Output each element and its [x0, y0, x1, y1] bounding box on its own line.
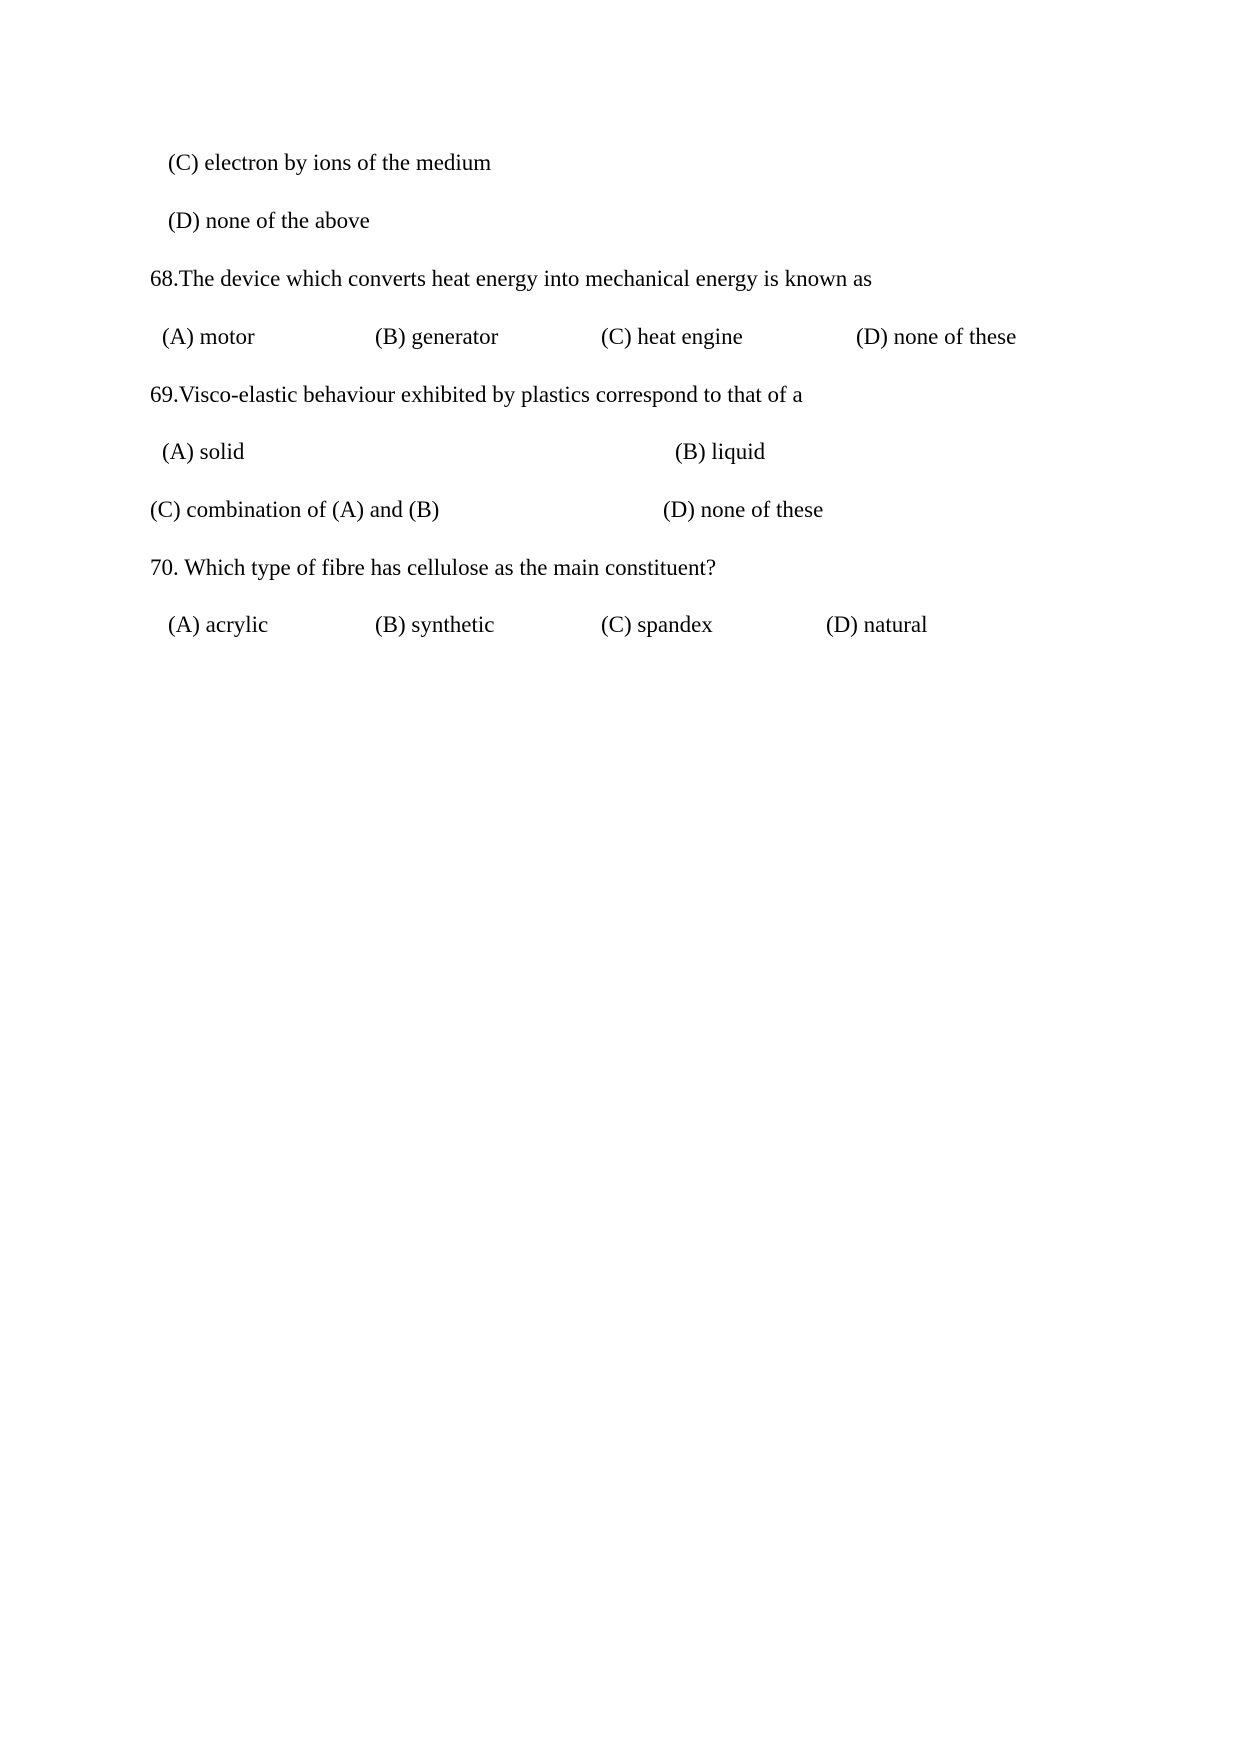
question-number: 70.: [150, 555, 179, 580]
q68-option-c: (C) heat engine: [601, 324, 743, 349]
question-68: [150, 264, 872, 294]
q68-option-b: (B) generator: [375, 324, 499, 349]
question-70: [150, 553, 716, 583]
q69-option-b: (B) liquid: [675, 439, 766, 464]
q70-option-c: (C) spandex: [601, 612, 713, 637]
q70-option-a: (A) acrylic: [168, 612, 269, 637]
question-number: 68.: [150, 266, 179, 291]
question-text: The device which converts heat energy into mechanical energy is known as: [178, 266, 873, 291]
carryover-option-c: (C) electron by ions of the medium: [168, 150, 492, 175]
question-text: Visco-elastic behaviour exhibited by plastics correspond to that of a: [178, 382, 803, 407]
q70-option-d: (D) natural: [826, 612, 928, 637]
question-number: 69.: [150, 382, 179, 407]
question-69: [150, 380, 803, 410]
q68-option-a: (A) motor: [162, 324, 255, 349]
q69-option-c: (C) combination of (A) and (B): [150, 497, 440, 522]
carryover-option-d: (D) none of the above: [168, 208, 370, 233]
q70-option-b: (B) synthetic: [375, 612, 495, 637]
q68-option-d: (D) none of these: [856, 324, 1017, 349]
question-text: Which type of fibre has cellulose as the main constituent?: [178, 555, 717, 580]
q69-option-a: (A) solid: [162, 439, 245, 464]
q69-option-d: (D) none of these: [663, 497, 824, 522]
